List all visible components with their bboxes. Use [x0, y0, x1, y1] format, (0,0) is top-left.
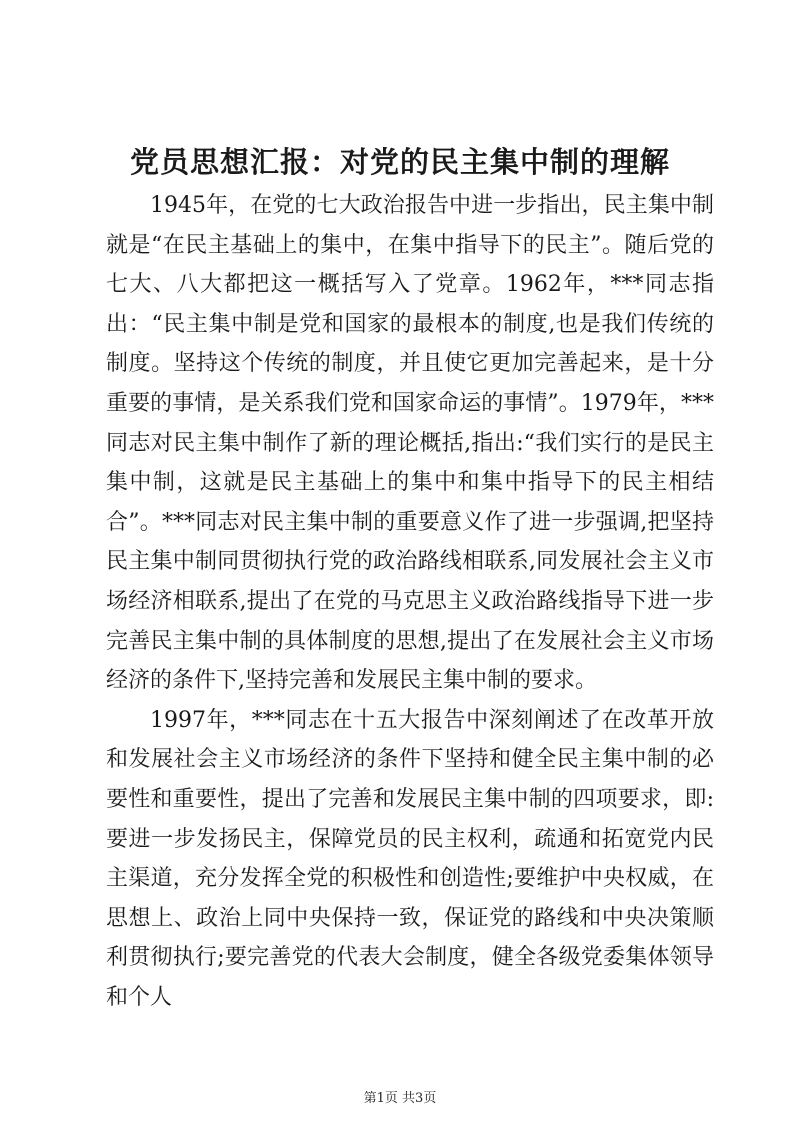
document-body — [106, 186, 714, 1017]
page-footer: 第1页 共3页 — [363, 1091, 437, 1106]
document-title: 党员思想汇报：对党的民主集中制的理解 — [129, 145, 670, 179]
paragraph-2: 1997年，***同志在十五大报告中深刻阐述了在改革开放和发展社会主义市场经济的条件下坚持和健全民主集中制的必要性和重要性，提出了完善和发展民主集中制的四项要求，即:要进一步发扬民主，保障党员的民主权利，疏通和拓宽党内民主渠道，充分发挥全党的积极性和创造性;要维护中央权威，在思想上、政治上同中央保持一致，保证党的路线和中央决策顺利贯彻执行;要完善党的代表大会制度，健全各级党委集体领导和个人 — [106, 707, 714, 1010]
paragraph-1: 1945年，在党的七大政治报告中进一步指出，民主集中制就是“在民主基础上的集中，在集中指导下的民主”。随后党的七大、八大都把这一概括写入了党章。1962年，***同志指出：“民主集中制是党和国家的最根本的制度,也是我们传统的制度。坚持这个传统的制度，并且使它更加完善起来，是十分重要的事情，是关系我们党和国家命运的事情”。1979年，***同志对民主集中制作了新的理论概括,指出:“我们实行的是民主集中制，这就是民主基础上的集中和集中指导下的民主相结合”。***同志对民主集中制的重要意义作了进一步强调,把坚持民主集中制同贯彻执行党的政治路线相联系,同发展社会主义市场经济相联系,提出了在党的马克思主义政治路线指导下进一步完善民主集中制的具体制度的思想,提出了在发展社会主义市场经济的条件下,坚持完善和发展民主集中制的要求。 — [106, 193, 714, 694]
